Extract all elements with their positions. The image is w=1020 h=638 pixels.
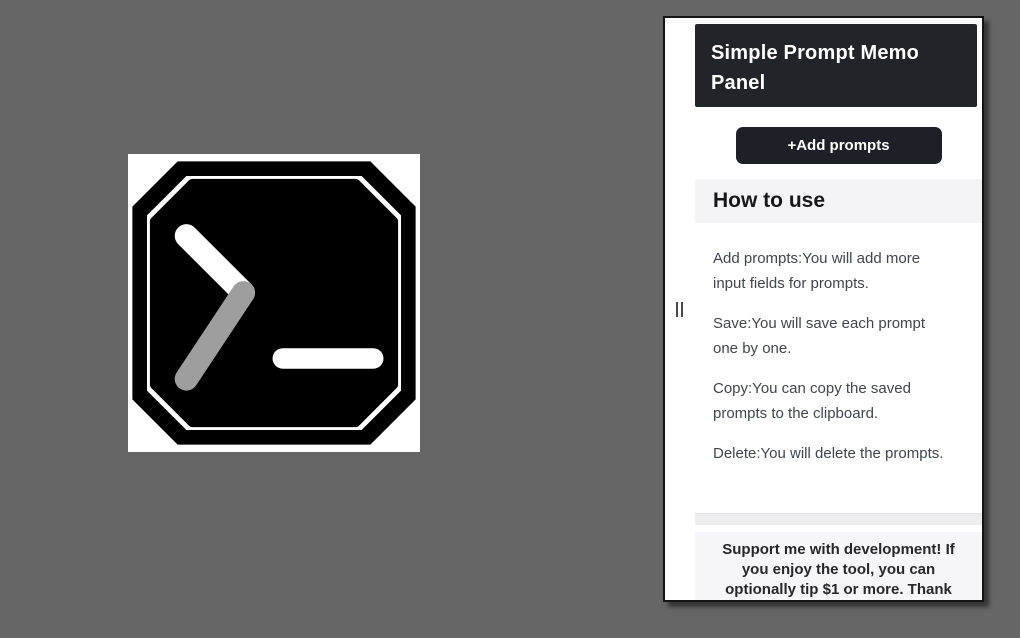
divider-strip: [695, 513, 982, 525]
panel-title: Simple Prompt Memo Panel: [695, 24, 977, 107]
terminal-icon-graphic: [128, 154, 420, 452]
resize-handle-icon[interactable]: [676, 302, 683, 317]
instruction-add-prompts: Add prompts:You will add more input fields for prompts.: [713, 250, 921, 293]
instruction-delete: Delete:You will delete the prompts.: [713, 445, 944, 463]
panel-left-gutter: [665, 18, 693, 600]
instruction-copy: Copy:You can copy the saved prompts to the clipboard.: [713, 380, 911, 423]
add-button-row: [695, 127, 982, 164]
support-line: you enjoy the tool, you can: [741, 560, 936, 578]
add-prompts-button[interactable]: +Add prompts: [736, 127, 942, 164]
how-to-use-header: How to use: [695, 179, 982, 223]
prompt-memo-side-panel: [663, 16, 984, 602]
support-line: Support me with development! If: [722, 540, 955, 558]
support-message: [695, 532, 982, 600]
panel-content: [693, 18, 982, 600]
support-line: optionally tip $1 or more. Thank: [725, 580, 952, 598]
powershell-terminal-icon: [128, 154, 420, 452]
instructions-list: [695, 223, 982, 481]
instruction-save: Save:You will save each prompt one by one.: [713, 315, 926, 358]
